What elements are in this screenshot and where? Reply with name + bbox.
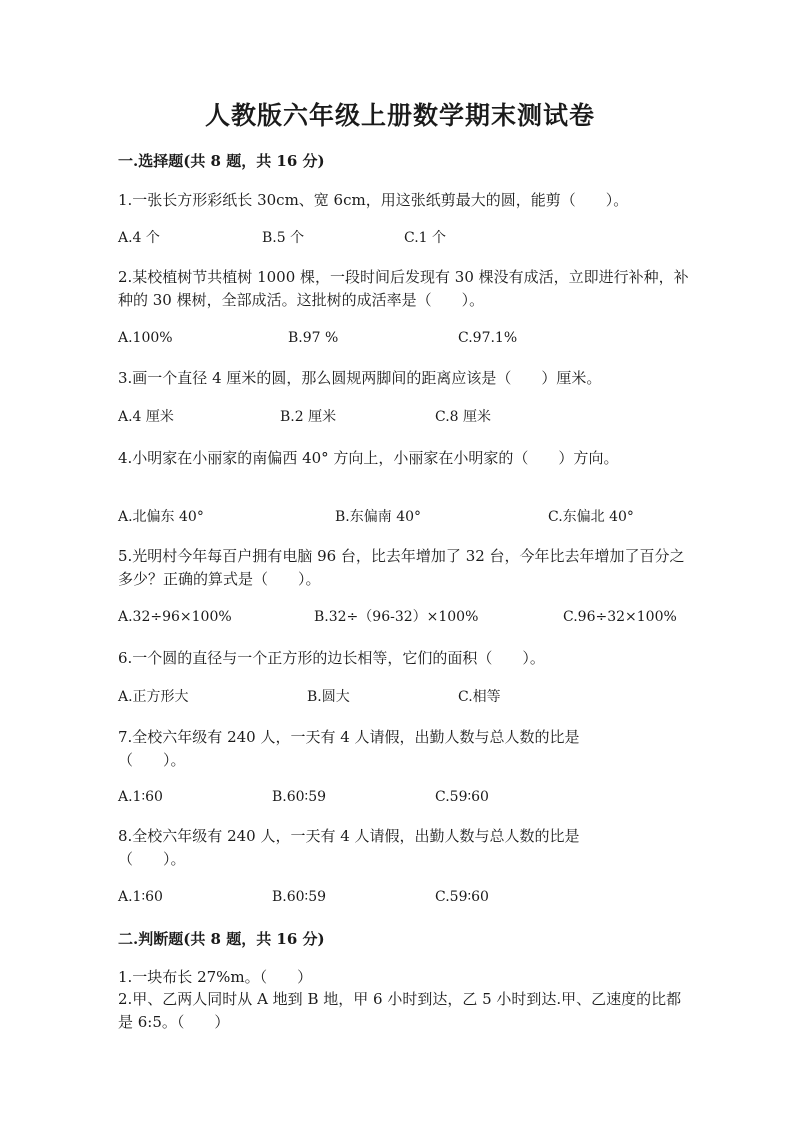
question-5: 5.光明村今年每百户拥有电脑 96 台，比去年增加了 32 台，今年比去年增加了百分之多少？正确的算式是（ ）。 <box>118 547 685 588</box>
question-1: 1.一张长方形彩纸长 30cm、宽 6cm，用这张纸剪最大的圆，能剪（ ）。 <box>118 191 629 209</box>
question-3-option-c: C.8 厘米 <box>435 409 492 425</box>
question-6-option-a: A.正方形大 <box>118 689 189 705</box>
question-5-option-b: B.32÷（96-32）×100% <box>314 609 479 625</box>
question-7-option-a: A.1∶60 <box>118 789 163 805</box>
question-3-option-a: A.4 厘米 <box>118 409 174 425</box>
question-4-option-c: C.东偏北 40° <box>548 509 634 525</box>
question-7-option-b: B.60∶59 <box>272 789 327 805</box>
question-2: 2.某校植树节共植树 1000 棵，一段时间后发现有 30 棵没有成活，立即进行补种，补种的 30 棵树，全部成活。这批树的成活率是（ ）。 <box>118 268 689 309</box>
question-2-option-a: A.100% <box>118 330 173 346</box>
section-heading-judgement: 二.判断题(共 8 题，共 16 分) <box>118 930 325 948</box>
question-1-option-b: B.5 个 <box>262 230 305 246</box>
question-1-option-c: C.1 个 <box>404 230 447 246</box>
question-2-option-b: B.97 % <box>288 330 339 346</box>
section-heading-choice: 一.选择题(共 8 题，共 16 分) <box>118 152 325 170</box>
question-7: 7.全校六年级有 240 人，一天有 4 人请假，出勤人数与总人数的比是（ ）。 <box>118 728 580 769</box>
question-8-option-c: C.59∶60 <box>435 889 489 905</box>
page-title: 人教版六年级上册数学期末测试卷 <box>204 101 595 130</box>
question-8: 8.全校六年级有 240 人，一天有 4 人请假，出勤人数与总人数的比是（ ）。 <box>118 827 580 868</box>
question-2-option-c: C.97.1% <box>458 330 518 346</box>
question-4: 4.小明家在小丽家的南偏西 40° 方向上，小丽家在小明家的（ ）方向。 <box>118 449 619 467</box>
question-6-option-b: B.圆大 <box>307 689 350 705</box>
question-3: 3.画一个直径 4 厘米的圆，那么圆规两脚间的距离应该是（ ）厘米。 <box>118 369 602 387</box>
question-5-option-a: A.32÷96×100% <box>118 609 232 625</box>
question-8-option-a: A.1∶60 <box>118 889 163 905</box>
question-4-option-a: A.北偏东 40° <box>118 509 204 525</box>
judgement-question-2: 2.甲、乙两人同时从 A 地到 B 地，甲 6 小时到达，乙 5 小时到达.甲、乙速度的比都是 6:5。（ ） <box>118 990 682 1031</box>
question-8-option-b: B.60∶59 <box>272 889 327 905</box>
judgement-question-1: 1.一块布长 27%m。（ ） <box>118 968 313 986</box>
question-4-option-b: B.东偏南 40° <box>335 509 422 525</box>
question-1-option-a: A.4 个 <box>118 230 160 246</box>
question-7-option-c: C.59∶60 <box>435 789 489 805</box>
question-3-option-b: B.2 厘米 <box>280 409 337 425</box>
question-6-option-c: C.相等 <box>458 689 501 705</box>
question-6: 6.一个圆的直径与一个正方形的边长相等，它们的面积（ ）。 <box>118 649 545 667</box>
question-5-option-c: C.96÷32×100% <box>563 609 677 625</box>
